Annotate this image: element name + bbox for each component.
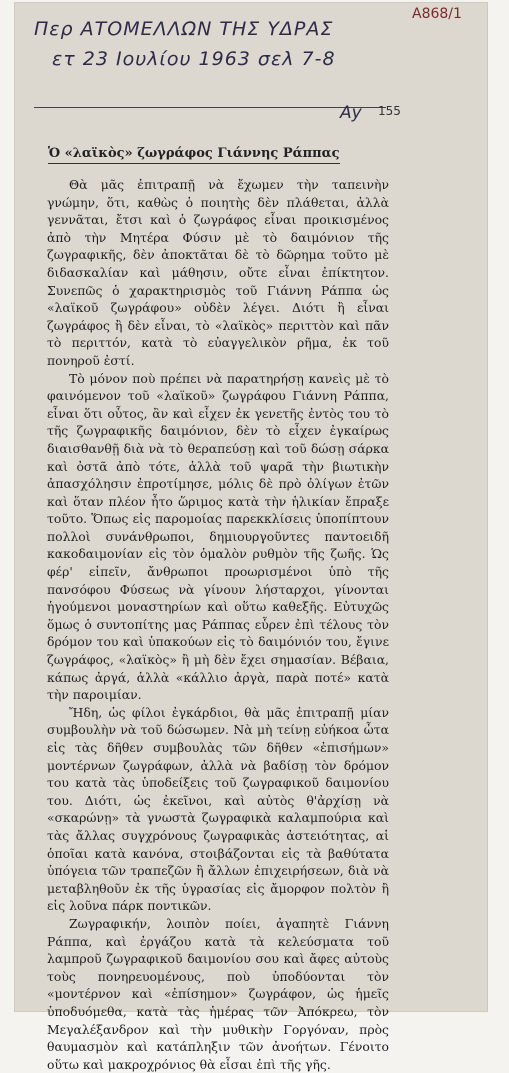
article-paragraph: Ζωγραφικήν, λοιπὸν ποίει, ἀγαπητὲ Γιάννη Ράππα, καὶ ἐργάζου κατὰ τὰ κελεύσματα τοῦ λαμπροῦ ζωγραφικοῦ δαιμονίου σου καὶ ἄφες αὐτοὺς τοὺς πονηρευομένους, ποὺ ὑποδύονται τὸν «μοντέρνον καὶ «ἐπίσημον» ζωγράφον, ὡς ἡμεῖς ὑποδυόμεθα, κατὰ τὰς ἡμέρας τῶν Ἀπόκρεω, τὸν Μεγαλέξανδρον καὶ τὴν μυθικὴν Γοργόναν, πρὸς θαυμασμὸν καὶ κατάπληξιν τῶν ἀνοήτων. Γένοιτο οὕτω καὶ μακροχρόνιος θὰ εἶσαι ἐπὶ τῆς γῆς. <box>47 915 389 1072</box>
handwritten-note-line1: Περ ΑΤΟΜΕΛΛΩΝ ΤΗΣ ΥΔΡΑΣ <box>34 18 334 40</box>
header-rule <box>34 107 386 108</box>
archive-code: Α868/1 <box>412 6 462 22</box>
article-title: Ὁ «λαϊκὸς» ζωγράφος Γιάννης Ράππας <box>48 146 340 164</box>
article-paragraph: Τὸ μόνον ποὺ πρέπει νὰ παρατηρήσῃ κανεὶς μὲ τὸ φαινόμενον τοῦ «λαϊκοῦ» ζωγράφου Γιάννη Ράππα, εἶναι ὅτι οὗτος, ἂν καὶ εἶχεν ἐκ γενετῆς ἐντὸς του τὸ τῆς ζωγραφικῆς δαιμόνιον, δὲν τὸ εἶχεν ἐγκαίρως διαισθανθῇ διὰ νὰ τὸ θεραπεύσῃ καὶ τοῦ δώσῃ σάρκα καὶ ὀστᾶ ἀπὸ τότε, ἀλλὰ τοῦ ψαρᾶ τὴν βιωτικὴν ἀπασχόλησιν ἐπροτίμησε, μόλις δὲ πρὸ ὀλίγων ἐτῶν καὶ ὅταν πλέον ἦτο ὥριμος κατὰ τὴν ἡλικίαν ἔπραξε τοῦτο. Ὅπως εἰς παρομοίας παρεκκλίσεις ὑποπίπτουν πολλοὶ συνάνθρωποι, δημιουργοῦντες παντοειδῆ κακοδαιμονίαν εἰς τὸν ὁμαλὸν ρυθμὸν τῆς ζωῆς. Ὡς φέρ' εἰπεῖν, ἄνθρωποι προωρισμένοι ὑπὸ τῆς πανσόφου Φύσεως νὰ γίνουν λήσταρχοι, γίνονται ἡγούμενοι μοναστηρίων καὶ οὕτω καθεξῆς. Εὐτυχῶς ὅμως ὁ συντοπίτης μας Ράππας εὗρεν ἐπὶ τέλους τὸν δρόμον του καὶ ὑπακούων εἰς τὸ δαιμόνιόν του, ἔγινε ζωγράφος, «λαϊκὸς» ἢ μὴ δὲν ἔχει σημασίαν. Βέβαια, κάπως ἀργά, ἀλλὰ «κάλλιο ἀργὰ, παρὰ ποτέ» κατὰ τὴν παροιμίαν. <box>47 370 389 703</box>
article-paragraph: Ἤδη, ὡς φίλοι ἐγκάρδιοι, θὰ μᾶς ἐπιτραπῇ μίαν συμβουλὴν νὰ τοῦ δώσωμεν. Νὰ μὴ τείνῃ εὐήκοα ὦτα εἰς τὰς δῆθεν συμβουλὰς τῶν δῆθεν «ἐπισήμων» μοντέρνων ζωγράφων, ἀλλὰ νὰ βαδίσῃ τὸν δρόμον του κατὰ τὰς ὑποδείξεις τοῦ ζωγραφικοῦ δαιμονίου του. Διότι, ὡς ἐκεῖνοι, καὶ αὐτὸς θ'ἀρχίσῃ νὰ «σκαρώνῃ» τὰ γνωστὰ ζωγραφικὰ καλαμπούρια καὶ τὰς ἄλλας συγχρόνους ζωγραφικὰς ἀστειότητας, αἱ ὁποῖαι κατὰ κανόνα, στοιβάζονται εἰς τὰ βαθύτατα ὑπόγεια τῶν τραπεζῶν ἢ ἄλλων ἐπιχειρήσεων, διὰ νὰ μεταβληθοῦν ἐκ τῆς ὑγρασίας εἰς ἄμορφον πολτὸν ἢ εἰς λοῦνα πάρκ ποντικῶν. <box>47 704 389 914</box>
handwritten-note-line2: ετ 23 Ιουλίου 1963 σελ 7-8 <box>52 48 336 70</box>
article-body <box>47 176 389 1073</box>
handwritten-signature: Ay <box>340 103 362 123</box>
article-paragraph: Θὰ μᾶς ἐπιτραπῇ νὰ ἔχωμεν τὴν ταπεινὴν γνώμην, ὅτι, καθὼς ὁ ποιητὴς δὲν πλάθεται, ἀλλὰ γεννᾶται, ἔτσι καὶ ὁ ζωγράφος εἶναι προικισμένος ἀπὸ τὴν Μητέρα Φύσιν μὲ τὸ δαιμόνιον τῆς ζωγραφικῆς, δὲν ἀποκτᾶται δὲ τὸ δῶρημα τοῦτο μὲ διδασκαλίαν καὶ μάθησιν, οὔτε εἶναι ἐπίκτητον. Συνεπῶς ὁ χαρακτηρισμὸς τοῦ Γιάννη Ράππα ὡς «λαϊκοῦ ζωγράφου» οὐδὲν λέγει. Διότι ἢ εἶναι ζωγράφος ἢ δὲν εἶναι, τὸ «λαϊκὸς» περιττὸν καὶ πᾶν τὸ περιττόν, κατὰ τὸ εὐαγγελικὸν ρῆμα, ἐκ τοῦ πονηροῦ ἐστί. <box>47 177 389 368</box>
page-number: 155 <box>378 104 401 118</box>
